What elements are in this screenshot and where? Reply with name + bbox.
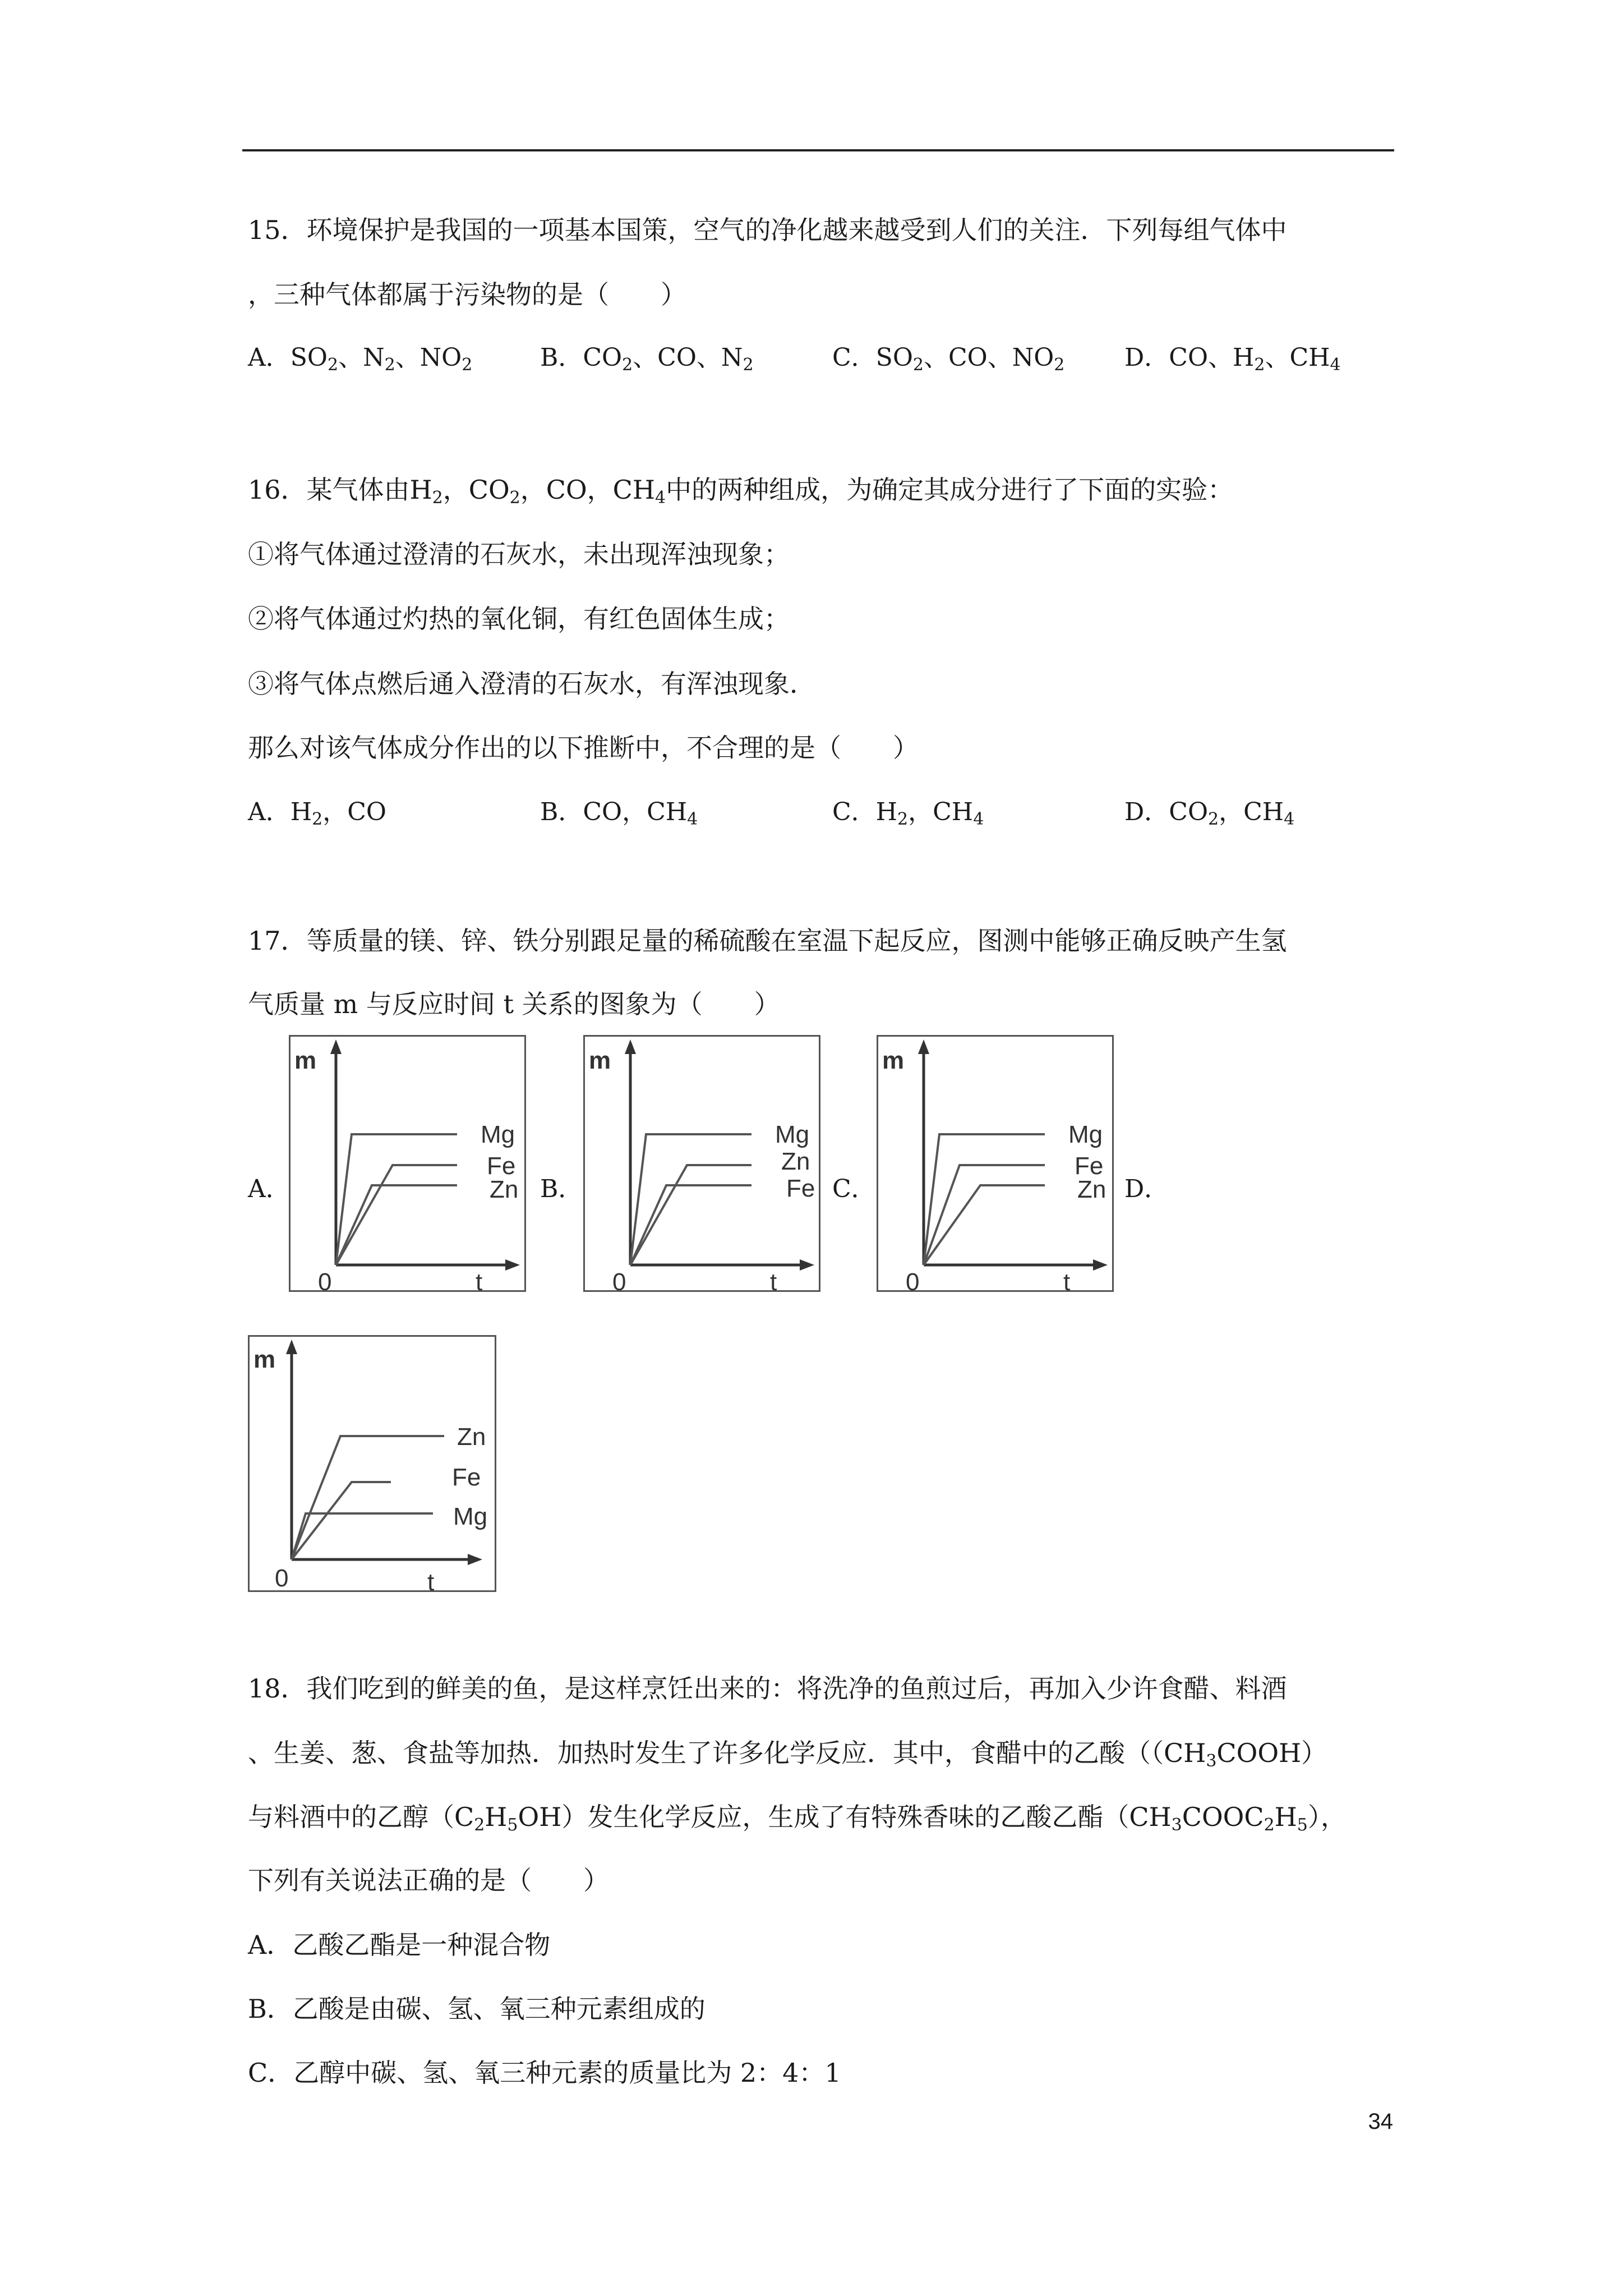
- m-axis-arrow: [330, 1039, 342, 1054]
- q17-graph-d: [248, 1335, 497, 1593]
- q18-option-a: A．乙酸乙酯是一种混合物: [248, 1930, 551, 1960]
- t-axis-arrow: [800, 1259, 814, 1271]
- series-label-fe: Fe: [487, 1152, 516, 1180]
- m-axis-arrow: [625, 1039, 636, 1054]
- y-axis-label: m: [294, 1047, 317, 1074]
- series-label-zn: Zn: [490, 1176, 519, 1203]
- q17-option-c-label: C．: [832, 1175, 876, 1203]
- series-label-mg: Mg: [1068, 1121, 1103, 1148]
- t-axis-arrow: [505, 1259, 520, 1271]
- q18-stem-line1: 18．我们吃到的鲜美的鱼，是这样烹饪出来的：将洗净的鱼煎过后，再加入少许食醋、料酒: [248, 1673, 1287, 1704]
- series-label-mg: Mg: [481, 1121, 515, 1148]
- series-line-zn: [630, 1165, 751, 1265]
- q18-stem-line2: 、生姜、葱、食盐等加热．加热时发生了许多化学反应．其中，食醋中的乙酸（$(CH_3COOH)$: [248, 1738, 1327, 1771]
- series-label-fe: Fe: [1075, 1152, 1104, 1180]
- y-axis-label: m: [882, 1047, 905, 1074]
- origin-label: 0: [318, 1268, 332, 1293]
- q18-option-b: B．乙酸是由碳、氢、氧三种元素组成的: [248, 1994, 706, 2024]
- q18-option-c: C．乙醇中碳、氢、氧三种元素的质量比为 2：4：1: [248, 2058, 841, 2088]
- origin-label: 0: [275, 1565, 289, 1592]
- x-axis-label: t: [476, 1268, 483, 1293]
- x-axis-label: t: [770, 1268, 777, 1293]
- series-line-zn: [336, 1185, 457, 1265]
- q17-stem-line2: 气质量 m 与反应时间 t 关系的图象为（ ）: [248, 989, 780, 1019]
- q18-question: 下列有关说法正确的是（ ）: [248, 1865, 609, 1895]
- series-line-mg: [924, 1134, 1045, 1265]
- t-axis-arrow: [468, 1554, 482, 1565]
- series-label-fe: Fe: [786, 1175, 815, 1202]
- origin-label: 0: [612, 1268, 626, 1293]
- q15-option-d: D．CO、$H_2$、$CH_4$: [1124, 343, 1341, 375]
- series-line-fe: [630, 1185, 751, 1265]
- q18-stem-line3: 与料酒中的乙醇$(C_2H_5OH)$发生化学反应，生成了有特殊香味的乙酸乙酯$(CH_3COOC_2H_5)$，: [248, 1802, 1347, 1835]
- origin-label: 0: [906, 1268, 920, 1293]
- q16-option-c: C．$H_2$，$CH_4$: [832, 798, 984, 829]
- q16-step-2: ②将气体通过灼热的氧化铜，有红色固体生成；: [248, 604, 790, 634]
- m-axis-arrow: [286, 1340, 297, 1354]
- series-label-fe: Fe: [452, 1464, 481, 1491]
- q15-stem-line1: 15．环境保护是我国的一项基本国策，空气的净化越来越受到人们的关注．下列每组气体中: [248, 215, 1287, 245]
- q16-question: 那么对该气体成分作出的以下推断中，不合理的是（ ）: [248, 733, 919, 763]
- x-axis-label: t: [1063, 1268, 1071, 1293]
- y-axis-label: m: [253, 1346, 276, 1373]
- x-axis-label: t: [427, 1568, 435, 1593]
- q17-graph-a: [289, 1035, 527, 1293]
- q17-graph-b: [583, 1035, 822, 1293]
- q16-step-1: ①将气体通过澄清的石灰水，未出现浑浊现象；: [248, 539, 790, 569]
- q15-option-a: A．$SO_2$、$N_2$、$NO_2$: [248, 343, 473, 375]
- series-line-mg: [336, 1134, 457, 1265]
- q17-option-b-label: B．: [540, 1175, 583, 1203]
- q15-option-b: B．$CO_2$、CO、$N_2$: [540, 343, 754, 375]
- series-label-mg: Mg: [453, 1503, 488, 1530]
- m-axis-arrow: [918, 1039, 929, 1054]
- y-axis-label: m: [589, 1047, 611, 1074]
- series-line-mg: [292, 1513, 433, 1559]
- q16-stem-line1: 16．某气体由$H_2$，$CO_2$，CO，$CH_4$中的两种组成，为确定其成分进行了下面的实验：: [248, 475, 1234, 508]
- series-label-mg: Mg: [775, 1121, 810, 1148]
- header-rule: [242, 149, 1394, 151]
- q15-option-c: C．$SO_2$、CO、$NO_2$: [832, 343, 1065, 375]
- page-number: 34: [1368, 2109, 1393, 2134]
- q17-option-a-label: A．: [248, 1175, 291, 1203]
- series-line-fe: [336, 1165, 457, 1265]
- t-axis-arrow: [1093, 1259, 1108, 1271]
- q17-graph-c: [877, 1035, 1115, 1293]
- q16-option-b: B．CO，$CH_4$: [540, 798, 698, 829]
- series-label-zn: Zn: [457, 1423, 486, 1451]
- q17-stem-line1: 17．等质量的镁、锌、铁分别跟足量的稀硫酸在室温下起反应，图测中能够正确反映产生氢: [248, 926, 1287, 956]
- q16-option-a: A．$H_2$，CO: [248, 798, 386, 829]
- series-line-zn: [292, 1436, 444, 1559]
- series-line-zn: [924, 1185, 1045, 1265]
- q16-option-d: D．$CO_2$，$CH_4$: [1124, 798, 1295, 829]
- series-line-mg: [630, 1134, 751, 1265]
- series-line-fe: [924, 1165, 1045, 1265]
- q17-option-d-label: D．: [1124, 1175, 1169, 1203]
- series-label-zn: Zn: [781, 1148, 810, 1175]
- q16-step-3: ③将气体点燃后通入澄清的石灰水，有浑浊现象．: [248, 669, 815, 699]
- q15-stem-line2: ，三种气体都属于污染物的是（ ）: [248, 279, 686, 310]
- series-label-zn: Zn: [1077, 1176, 1106, 1203]
